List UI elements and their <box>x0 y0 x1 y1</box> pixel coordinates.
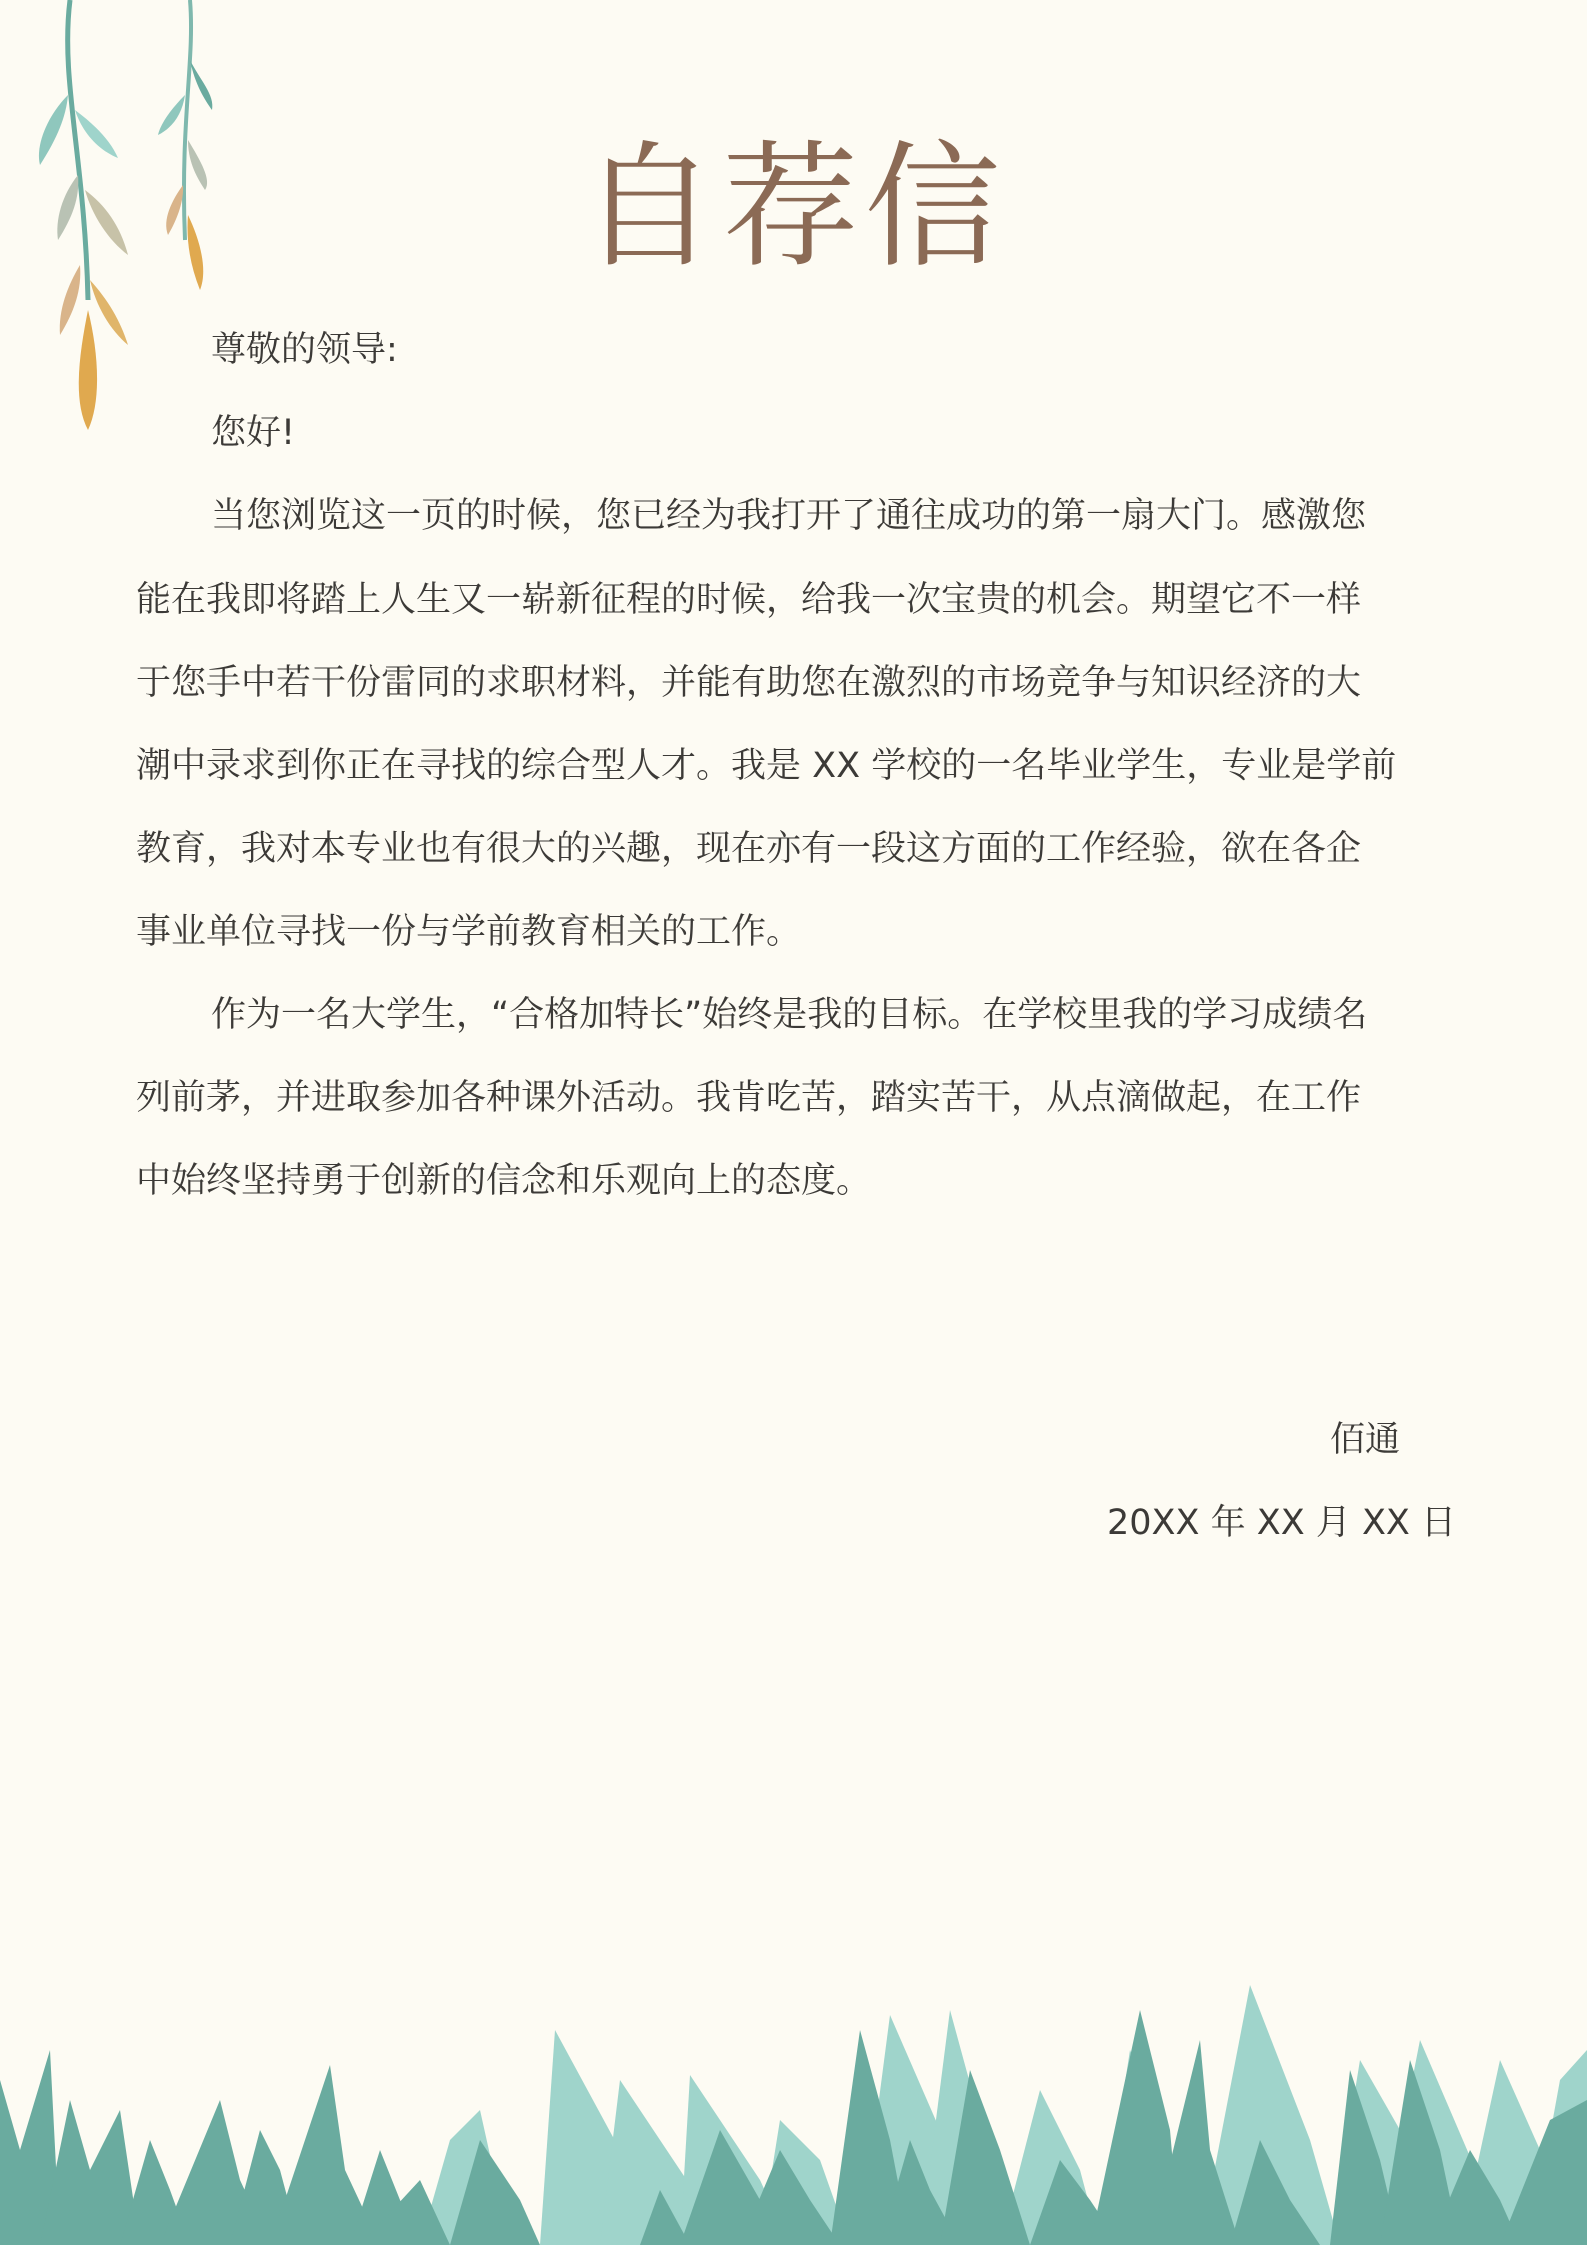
paragraph-line: 中始终坚持勇于创新的信念和乐观向上的态度。 <box>136 1161 872 1201</box>
paragraph-line: 事业单位寻找一份与学前教育相关的工作。 <box>136 912 802 952</box>
signature-date: 20XX 年 XX 月 XX 日 <box>1107 1503 1457 1543</box>
salutation: 尊敬的领导: <box>211 330 398 370</box>
paragraph-line: 于您手中若干份雷同的求职材料，并能有助您在激烈的市场竞争与知识经济的大 <box>136 663 1362 703</box>
paragraph-line: 教育，我对本专业也有很大的兴趣，现在亦有一段这方面的工作经验，欲在各企 <box>136 829 1362 869</box>
paragraph-line: 列前茅，并进取参加各种课外活动。我肯吃苦，踏实苦干，从点滴做起，在工作 <box>136 1078 1362 1118</box>
paragraph-line: 作为一名大学生，“合格加特长”始终是我的目标。在学校里我的学习成绩名 <box>211 995 1368 1035</box>
signature-name: 佰通 <box>1330 1420 1401 1460</box>
paragraph-line: 当您浏览这一页的时候，您已经为我打开了通往成功的第一扇大门。感激您 <box>211 496 1367 536</box>
page-title: 自荐信 <box>580 129 1007 287</box>
greeting: 您好! <box>211 413 296 453</box>
paragraph-line: 潮中录求到你正在寻找的综合型人才。我是 XX 学校的一名毕业学生，专业是学前 <box>136 746 1397 786</box>
paragraph-line: 能在我即将踏上人生又一崭新征程的时候，给我一次宝贵的机会。期望它不一样 <box>136 580 1362 620</box>
